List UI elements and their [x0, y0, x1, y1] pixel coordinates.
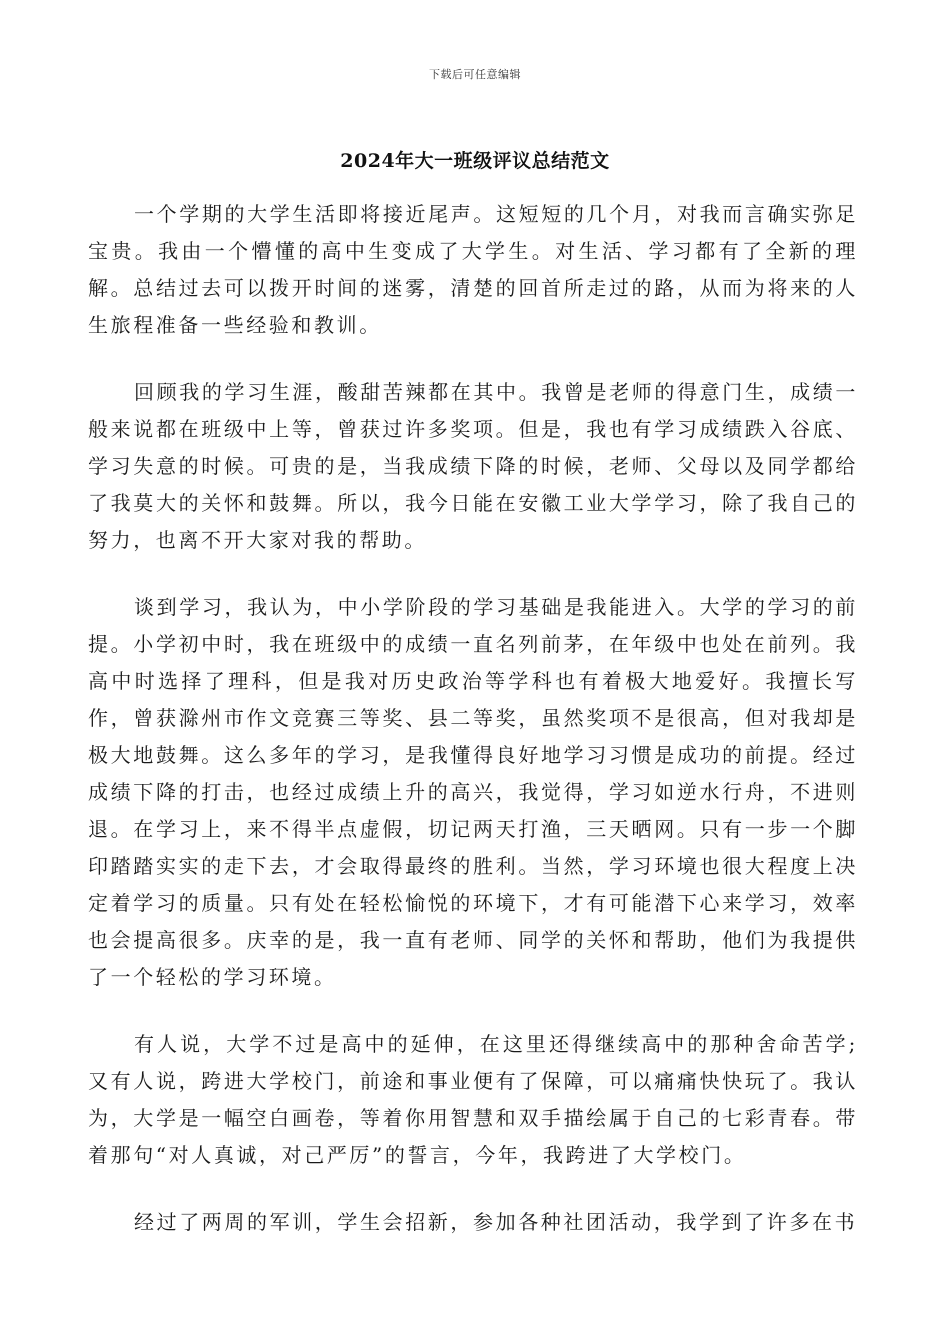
document-body [88, 196, 858, 1271]
paragraph: 有人说，大学不过是高中的延伸，在这里还得继续高中的那种舍命苦学;又有人说，跨进大学校门，前途和事业便有了保障，可以痛痛快快玩了。我认为，大学是一幅空白画卷，等着你用智慧和双手描绘属于自己的七彩青春。带着那句“对人真诚，对己严厉”的誓言，今年，我跨进了大学校门。 [88, 1032, 858, 1167]
paragraph: 一个学期的大学生活即将接近尾声。这短短的几个月，对我而言确实弥足宝贵。我由一个懵懂的高中生变成了大学生。对生活、学习都有了全新的理解。总结过去可以拨开时间的迷雾，清楚的回首所走过的路，从而为将来的人生旅程准备一些经验和教训。 [88, 202, 858, 337]
paragraph: 谈到学习，我认为，中小学阶段的学习基础是我能进入。大学的学习的前提。小学初中时，我在班级中的成绩一直名列前茅，在年级中也处在前列。我高中时选择了理科，但是我对历史政治等学科也有着极大地爱好。我擅长写作，曾获滁州市作文竞赛三等奖、县二等奖，虽然奖项不是很高，但对我却是极大地鼓舞。这么多年的学习，是我懂得良好地学习习惯是成功的前提。经过成绩下降的打击，也经过成绩上升的高兴，我觉得，学习如逆水行舟，不进则退。在学习上，来不得半点虚假，切记两天打渔，三天晒网。只有一步一个脚印踏踏实实的走下去，才会取得最终的胜利。当然，学习环境也很大程度上决定着学习的质量。只有处在轻松愉悦的环境下，才有可能潜下心来学习，效率也会提高很多。庆幸的是，我一直有老师、同学的关怀和帮助，他们为我提供了一个轻松的学习环境。 [88, 595, 858, 989]
header-note: 下载后可任意编辑 [429, 68, 521, 81]
paragraph: 回顾我的学习生涯，酸甜苦辣都在其中。我曾是老师的得意门生，成绩一般来说都在班级中上等，曾获过许多奖项。但是，我也有学习成绩跌入谷底、学习失意的时候。可贵的是，当我成绩下降的时候，老师、父母以及同学都给了我莫大的关怀和鼓舞。所以，我今日能在安徽工业大学学习，除了我自己的努力，也离不开大家对我的帮助。 [88, 380, 858, 552]
paragraph: 经过了两周的军训，学生会招新，参加各种社团活动，我学到了许多在书 [134, 1210, 858, 1234]
document-title: 2024年大一班级评议总结范文 [340, 150, 610, 172]
